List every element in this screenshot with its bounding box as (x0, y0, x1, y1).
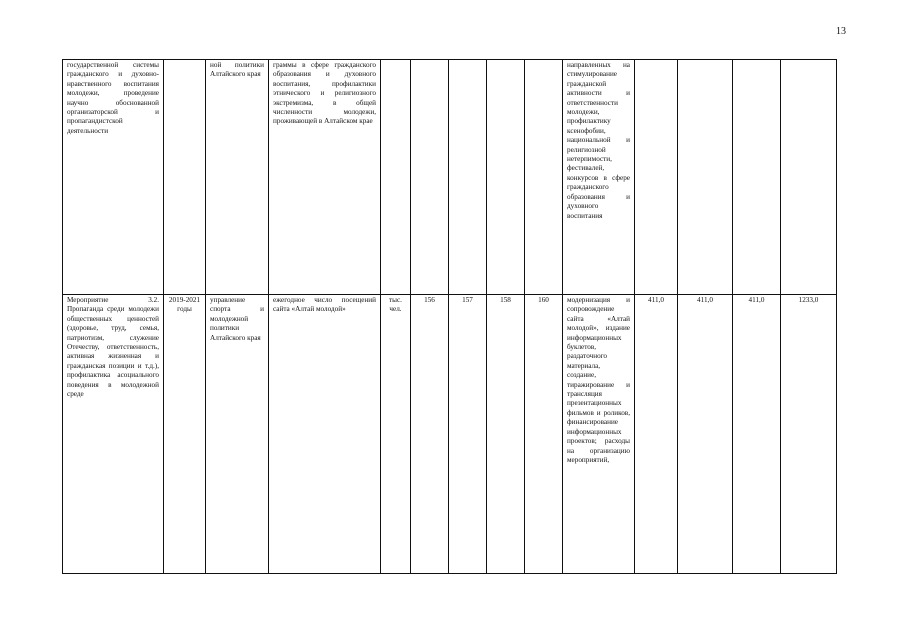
cell-unit (381, 60, 411, 295)
cell-value-2: 157 (449, 295, 487, 574)
cell-funding-1 (635, 60, 678, 295)
cell-funding-total (781, 60, 837, 295)
cell-period: 2019-2021 годы (164, 295, 206, 574)
cell-funding-3 (733, 60, 781, 295)
cell-value-4: 160 (525, 295, 563, 574)
cell-activity: направленных на стимулирование гражданской активности и ответственности молодежи, профилактику ксенофобии, национальной и религиозной нетерпимости, фестивалей, конкурсов в сфере гражданского образования и духовного воспитания (563, 60, 635, 295)
cell-activity: модернизация и сопровождение сайта «Алтай молодой», издание информационных буклетов, раздаточного материала, создание, тиражирование и трансляция презентационных фильмов и роликов, финансирование информационных проектов; расходы на организацию мероприятий, (563, 295, 635, 574)
page-number: 13 (836, 26, 846, 37)
cell-unit: тыс. чел. (381, 295, 411, 574)
cell-value-1 (411, 60, 449, 295)
cell-period (164, 60, 206, 295)
cell-name: Мероприятие 3.2. Пропаганда среди молодежи общественных ценностей (здоровье, труд, семья, патриотизм, служение Отечеству, ответственность, активная жизненная и гражданская позиции и т.д.), профилактика асоциального поведения в молодежной среде (63, 295, 164, 574)
cell-executor: ной политики Алтайского края (206, 60, 269, 295)
cell-indicator: ежегодное число посещений сайта «Алтай молодой» (269, 295, 381, 574)
cell-executor: управление спорта и молодежной политики Алтайского края (206, 295, 269, 574)
cell-funding-2: 411,0 (678, 295, 733, 574)
cell-funding-2 (678, 60, 733, 295)
cell-value-1: 156 (411, 295, 449, 574)
cell-value-3: 158 (487, 295, 525, 574)
cell-indicator: граммы в сфере гражданского образования и духовного воспитания, профилактики этнического и религиозного экстремизма, в общей численности молодежи, проживающей в Алтайском крае (269, 60, 381, 295)
cell-value-4 (525, 60, 563, 295)
program-table (62, 59, 837, 574)
table-row (63, 295, 837, 574)
cell-value-2 (449, 60, 487, 295)
cell-value-3 (487, 60, 525, 295)
table-row (63, 60, 837, 295)
cell-funding-total: 1233,0 (781, 295, 837, 574)
cell-funding-3: 411,0 (733, 295, 781, 574)
cell-funding-1: 411,0 (635, 295, 678, 574)
cell-name: государственной системы гражданского и духовно-нравственного воспитания молодежи, проведение научно обоснованной организаторской и пропагандистской деятельности (63, 60, 164, 295)
